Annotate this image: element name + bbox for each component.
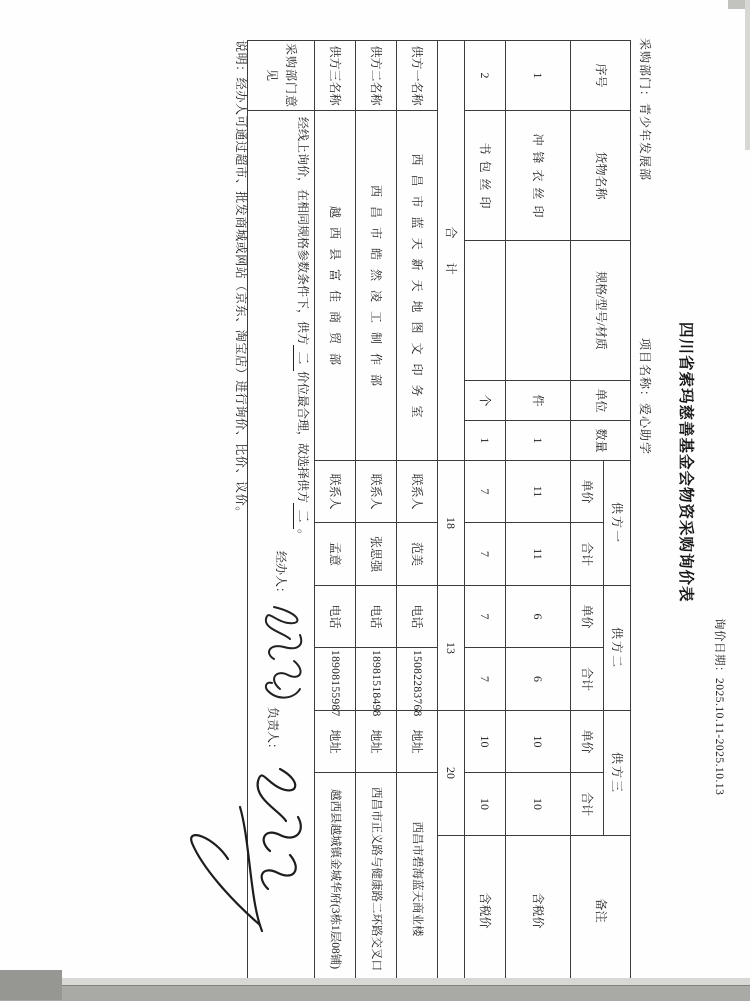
cell-qty: 1 xyxy=(506,421,571,461)
supplier-row-1 xyxy=(397,41,438,986)
cell-spec xyxy=(506,241,571,381)
contact-name: 范美 xyxy=(397,523,438,586)
supplier-name-label: 供方三名称 xyxy=(315,41,356,111)
project-label: 项目名称： xyxy=(638,338,652,404)
cell-s2-subtotal: 6 xyxy=(506,648,571,711)
total-supplier3: 20 xyxy=(438,711,465,836)
contact-name: 张思强 xyxy=(356,523,397,586)
address-value: 西昌市碧海蓝天商业楼 xyxy=(397,773,438,986)
header-row-1 xyxy=(604,41,631,986)
cell-item-name: 书包丝印 xyxy=(465,111,506,241)
contact-label: 联系人 xyxy=(315,461,356,523)
paper-bottom-shadow xyxy=(0,978,750,985)
address-label: 地址 xyxy=(397,711,438,773)
col-header-remark: 备注 xyxy=(571,836,631,986)
contact-label: 联系人 xyxy=(397,461,438,523)
cell-remark: 含税价 xyxy=(506,836,571,986)
supplier-name: 西昌市蓝天新天地图文印务室 xyxy=(397,111,438,461)
total-supplier1: 18 xyxy=(438,461,465,586)
department-line xyxy=(637,38,654,181)
opinion-row xyxy=(248,41,315,986)
inquiry-date-label: 询价日期： xyxy=(713,618,725,678)
item-row-1 xyxy=(506,41,571,986)
document-title: 四川省索玛慈善基金会物资采购询价表 xyxy=(677,322,694,603)
cell-s3-price: 10 xyxy=(506,711,571,773)
opinion-text-suffix: 。 xyxy=(296,529,310,542)
handwritten-choice-2: 二 xyxy=(293,503,310,529)
col-header-seq: 序号 xyxy=(571,41,631,111)
scan-corner-bottom-left xyxy=(0,970,62,1000)
phone-number: 18908155987 xyxy=(315,648,356,711)
project-line xyxy=(637,338,654,455)
phone-label: 电话 xyxy=(397,586,438,648)
project-value: 爱心助学 xyxy=(638,403,652,456)
subheader-s2-subtotal: 合计 xyxy=(571,648,604,711)
department-value: 青少年发展部 xyxy=(638,103,652,182)
cell-s3-subtotal: 10 xyxy=(465,773,506,836)
cell-seq: 1 xyxy=(506,41,571,111)
handwritten-choice-1: 二 xyxy=(293,345,310,371)
col-header-supplier2: 供方二 xyxy=(604,586,631,711)
address-label: 地址 xyxy=(356,711,397,773)
phone-label: 电话 xyxy=(315,586,356,648)
col-header-spec: 规格/型号/材质 xyxy=(571,241,631,381)
subheader-s2-price: 单价 xyxy=(571,586,604,648)
cell-s1-subtotal: 7 xyxy=(465,523,506,586)
col-header-item: 货物名称 xyxy=(571,111,631,241)
phone-label: 电话 xyxy=(356,586,397,648)
col-header-supplier3: 供方三 xyxy=(604,711,631,836)
address-value: 西昌市正义路与健康路二环路交叉口 xyxy=(356,773,397,986)
inquiry-date-value: 2025.10.11-2025.10.13 xyxy=(713,678,725,796)
cell-s1-price: 11 xyxy=(506,461,571,523)
phone-number: 15082283768 xyxy=(397,648,438,711)
department-label: 采购部门： xyxy=(638,38,652,104)
cell-remark: 含税价 xyxy=(465,836,506,986)
supplier-row-3 xyxy=(315,41,356,986)
manager-signature-handwriting xyxy=(184,749,312,954)
contact-name: 孟意 xyxy=(315,523,356,586)
cell-s3-price: 10 xyxy=(465,711,506,773)
cell-qty: 1 xyxy=(465,421,506,461)
cell-unit: 件 xyxy=(506,381,571,421)
phone-number: 18981518498 xyxy=(356,648,397,711)
agent-signature-handwriting xyxy=(256,597,314,709)
supplier-name: 越西县富佳商贸部 xyxy=(315,111,356,461)
supplier-name-label: 供方一名称 xyxy=(397,41,438,111)
supplier-name-label: 供方二名称 xyxy=(356,41,397,111)
cell-s2-price: 7 xyxy=(465,586,506,648)
cell-s2-price: 6 xyxy=(506,586,571,648)
cell-spec xyxy=(465,241,506,381)
agent-label: 经办人： xyxy=(274,551,288,600)
contact-label: 联系人 xyxy=(356,461,397,523)
supplier-name: 西昌市皓然凌工制作部 xyxy=(356,111,397,461)
col-header-supplier1: 供方一 xyxy=(604,461,631,586)
inquiry-date-line xyxy=(712,618,728,795)
col-header-unit: 单位 xyxy=(571,381,631,421)
cell-s3-subtotal: 10 xyxy=(506,773,571,836)
scan-right-edge xyxy=(745,0,750,150)
total-supplier2: 13 xyxy=(438,586,465,711)
subheader-s1-price: 单价 xyxy=(571,461,604,523)
total-row xyxy=(438,41,465,986)
cell-seq: 2 xyxy=(465,41,506,111)
subheader-s3-price: 单价 xyxy=(571,711,604,773)
cell-s2-subtotal: 7 xyxy=(465,648,506,711)
total-label: 合 计 xyxy=(438,41,465,461)
inquiry-table xyxy=(247,40,631,986)
address-value: 越西县越城镇金城华府(3栋1层08铺) xyxy=(315,773,356,986)
subheader-s3-subtotal: 合计 xyxy=(571,773,604,836)
cell-s1-subtotal: 11 xyxy=(506,523,571,586)
scan-bottom-edge xyxy=(0,985,750,1001)
total-remark xyxy=(438,836,465,986)
cell-unit: 个 xyxy=(465,381,506,421)
col-header-qty: 数量 xyxy=(571,421,631,461)
item-row-2 xyxy=(465,41,506,986)
cell-s1-price: 7 xyxy=(465,461,506,523)
address-label: 地址 xyxy=(315,711,356,773)
footnote: 说明：经办人可通过超市、批发商城或网站（京东、淘宝店）进行询价、比价、议价。 xyxy=(234,40,248,519)
subheader-s1-subtotal: 合计 xyxy=(571,523,604,586)
cell-item-name: 冲锋衣丝印 xyxy=(506,111,571,241)
opinion-text-middle: 价位最合理，故选择供方 xyxy=(296,371,310,504)
opinion-text-prefix: 经线上询价，在相同规格参数条件下，供方 xyxy=(296,117,310,346)
manager-label: 负责人： xyxy=(266,707,280,756)
supplier-row-2 xyxy=(356,41,397,986)
opinion-content xyxy=(248,111,315,986)
opinion-label: 采购部门意见 xyxy=(248,41,315,111)
